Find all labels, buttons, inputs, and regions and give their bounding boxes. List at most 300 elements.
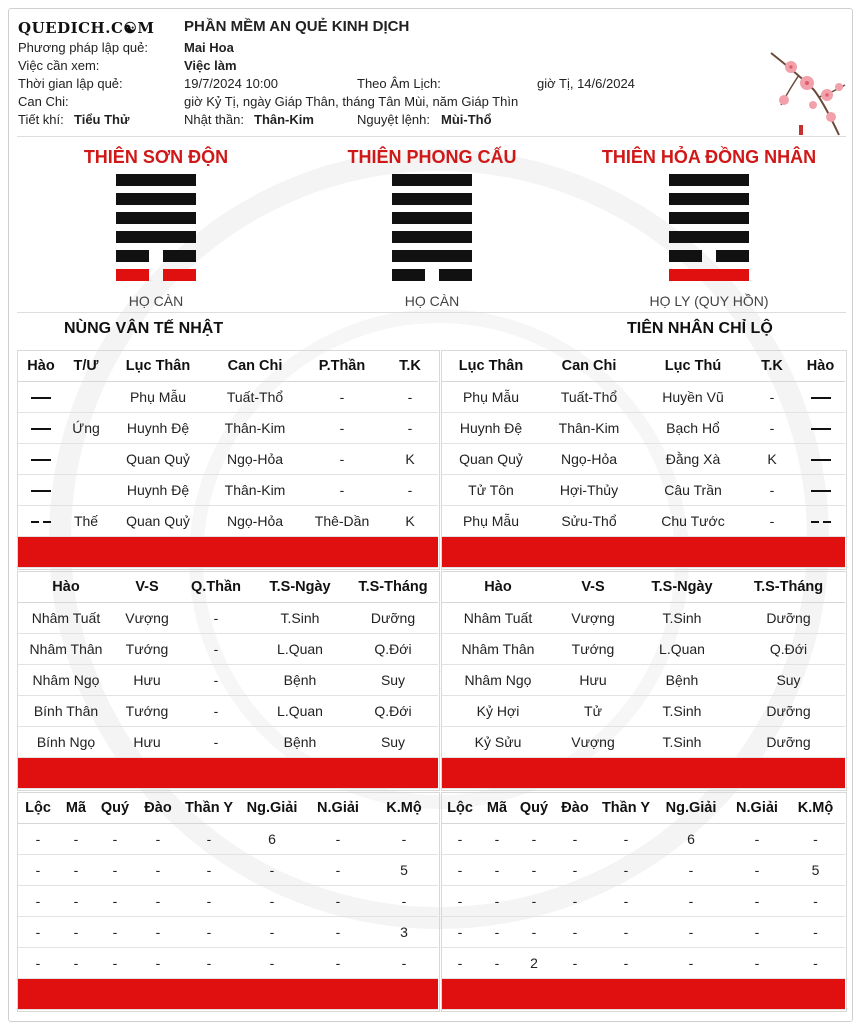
hao-cell <box>796 537 845 568</box>
nguyetlenh-value: Mùi-Thổ <box>441 112 492 127</box>
table-cell: Nhâm Ngọ <box>442 665 554 696</box>
table-cell: - <box>654 886 728 917</box>
column-header: Lục Thân <box>442 351 540 382</box>
table-cell: - <box>58 855 94 886</box>
table-row <box>18 979 438 1010</box>
vuongsuy-table-left <box>18 572 438 789</box>
column-header: K.Mộ <box>370 793 438 824</box>
left-subtitle: NÙNG VÂN TẾ NHẬT <box>64 320 224 337</box>
table-row <box>442 413 845 444</box>
table-cell: - <box>478 824 516 855</box>
table-cell: Suy <box>732 665 845 696</box>
table-cell: - <box>58 824 94 855</box>
yang-line <box>392 231 472 243</box>
yin-line-icon <box>811 521 831 523</box>
yin-line-segment <box>163 269 196 281</box>
vuongsuy-table-right <box>442 572 845 789</box>
tuankhong-cell: K <box>382 444 438 475</box>
matter-value: Việc làm <box>184 58 237 73</box>
lucthan-cell: Phụ Mẫu <box>108 537 208 568</box>
yang-line <box>116 174 196 186</box>
header-divider <box>17 136 846 137</box>
table-cell: Dưỡng <box>732 727 845 758</box>
table-cell: T.Sinh <box>252 758 348 789</box>
table-cell: - <box>18 824 58 855</box>
lucthan-cell: Huynh Đệ <box>108 413 208 444</box>
table-cell: - <box>442 948 478 979</box>
table-cell: - <box>58 917 94 948</box>
phucthan-cell: - <box>302 475 382 506</box>
yin-line-segment <box>439 269 472 281</box>
table-row <box>442 758 845 789</box>
table-cell: T.Sinh <box>252 603 348 634</box>
hao-cell <box>796 444 845 475</box>
yang-line <box>392 193 472 205</box>
table-cell: T.Sinh <box>632 727 732 758</box>
tuankhong-cell: K <box>748 444 796 475</box>
table-cell: 6 <box>238 824 306 855</box>
yang-line <box>669 193 749 205</box>
table-row <box>442 506 845 537</box>
tuankhong-cell: - <box>382 537 438 568</box>
table-cell: - <box>728 948 786 979</box>
method-label: Phương pháp lập quẻ: <box>18 40 148 55</box>
table-cell: - <box>58 948 94 979</box>
table-row <box>18 824 438 855</box>
column-header: V-S <box>114 572 180 603</box>
column-header: Lục Thân <box>108 351 208 382</box>
table-cell: L.Quan <box>632 634 732 665</box>
canchi-cell: Ngọ-Hỏa <box>540 444 638 475</box>
lunar-value: giờ Tị, 14/6/2024 <box>537 76 635 91</box>
main-panel <box>8 8 853 1022</box>
table-row <box>18 948 438 979</box>
lucthu-cell: Bạch Hổ <box>638 413 748 444</box>
table-cell: - <box>180 824 238 855</box>
table-cell: - <box>786 886 845 917</box>
table-cell: - <box>18 979 58 1010</box>
hexagram-changed-symbol <box>669 174 749 284</box>
table-cell: - <box>136 855 180 886</box>
table-cell: - <box>180 634 252 665</box>
table-cell: Q.Đới <box>348 634 438 665</box>
table-cell: - <box>728 979 786 1010</box>
column-header: Lộc <box>18 793 58 824</box>
phucthan-cell: - <box>302 413 382 444</box>
table-row <box>442 824 845 855</box>
column-header: Thần Y <box>180 793 238 824</box>
table-row <box>442 696 845 727</box>
table-cell: - <box>180 948 238 979</box>
nhatthan-value: Thân-Kim <box>254 112 314 127</box>
table-cell: - <box>18 886 58 917</box>
table-row <box>18 855 438 886</box>
canchi-cell: Thìn-Thổ <box>208 537 302 568</box>
yang-line <box>116 193 196 205</box>
hexagram-main-family: HỌ CÀN <box>128 293 184 309</box>
table-cell: Tử <box>554 696 632 727</box>
table-cell: Tuyệt <box>632 758 732 789</box>
app-title: PHẦN MỀM AN QUẺ KINH DỊCH <box>184 18 410 35</box>
lucthan-table-right <box>442 351 845 568</box>
table-cell: - <box>786 824 845 855</box>
table-cell: - <box>94 917 136 948</box>
table-cell: - <box>728 824 786 855</box>
yin-line-segment <box>392 269 425 281</box>
column-header: K.Mộ <box>786 793 845 824</box>
table-cell: Vượng <box>114 603 180 634</box>
canchi-cell: Sửu-Thổ <box>540 506 638 537</box>
table-cell: - <box>94 824 136 855</box>
table-row <box>18 603 438 634</box>
table-cell: 1 <box>598 979 654 1010</box>
table-row <box>442 475 845 506</box>
table-row <box>18 886 438 917</box>
column-header: T/Ư <box>64 351 108 382</box>
table-cell: - <box>516 824 552 855</box>
hao-cell <box>18 444 64 475</box>
yang-line-icon <box>31 490 51 492</box>
lucthu-cell: Đằng Xà <box>638 444 748 475</box>
tuankhong-cell: - <box>382 413 438 444</box>
yang-line <box>116 231 196 243</box>
lucthan-cell: Phụ Mẫu <box>442 382 540 413</box>
hao-cell <box>18 382 64 413</box>
table-cell: - <box>370 886 438 917</box>
table-cell: - <box>478 979 516 1010</box>
hao-cell <box>796 413 845 444</box>
lunar-label: Theo Âm Lịch: <box>357 76 441 91</box>
table-cell: Suy <box>348 727 438 758</box>
tuankhong-cell: - <box>382 382 438 413</box>
column-header: Ng.Giải <box>238 793 306 824</box>
yang-line <box>116 212 196 224</box>
table-cell: - <box>728 886 786 917</box>
table-cell: - <box>516 886 552 917</box>
table-cell: - <box>598 824 654 855</box>
phucthan-cell: - <box>302 382 382 413</box>
yin-line-segment <box>163 250 196 262</box>
the-ung-cell <box>64 475 108 506</box>
table-cell: - <box>478 855 516 886</box>
table-cell: Nhâm Thân <box>18 634 114 665</box>
table-cell: Nhâm Thân <box>442 634 554 665</box>
canchi-label: Can Chi: <box>18 94 69 109</box>
yin-line-segment <box>116 250 149 262</box>
column-header: T.S-Tháng <box>348 572 438 603</box>
table-cell: Bệnh <box>252 665 348 696</box>
lucthu-cell: Câu Trần <box>638 475 748 506</box>
table-cell: T.Sinh <box>632 696 732 727</box>
column-header: Hào <box>442 572 554 603</box>
table-cell: - <box>136 948 180 979</box>
column-header: Đào <box>552 793 598 824</box>
hao-cell <box>18 537 64 568</box>
table-cell: - <box>94 979 136 1010</box>
lucthan-cell: Quan Quỷ <box>442 444 540 475</box>
table-row <box>18 444 438 475</box>
table-cell: - <box>58 979 94 1010</box>
yang-line-icon <box>31 397 51 399</box>
table-cell: - <box>552 886 598 917</box>
plum-blossom-icon <box>769 45 849 140</box>
canchi-cell: Tuất-Thổ <box>208 382 302 413</box>
yang-line <box>669 231 749 243</box>
the-ung-cell <box>64 382 108 413</box>
yang-line-icon <box>31 428 51 430</box>
column-header: T.S-Ngày <box>632 572 732 603</box>
matter-label: Việc cần xem: <box>18 58 100 73</box>
yang-line-icon <box>811 490 831 492</box>
column-header: Mã <box>478 793 516 824</box>
table-cell: - <box>552 948 598 979</box>
hexagram-main-name: THIÊN SƠN ĐỘN <box>83 147 229 167</box>
hexagram-mutual-family: HỌ CÀN <box>404 293 460 309</box>
yang-line-icon <box>811 459 831 461</box>
yang-line <box>392 250 472 262</box>
table-cell: - <box>728 855 786 886</box>
table-header-row <box>442 572 845 603</box>
phucthan-cell: Thê-Dần <box>302 506 382 537</box>
hexagram-changed-name: THIÊN HỎA ĐỒNG NHÂN <box>601 147 817 167</box>
table-cell: - <box>786 979 845 1010</box>
table-cell: - <box>136 824 180 855</box>
table-header-row <box>442 793 845 824</box>
table-cell: Dưỡng <box>732 603 845 634</box>
right-subtitle: TIÊN NHÂN CHỈ LỘ <box>627 320 773 337</box>
table-cell: Bính Thìn <box>18 758 114 789</box>
tuankhong-cell: - <box>748 537 796 568</box>
table-cell: - <box>552 855 598 886</box>
table-cell: Bính Ngọ <box>18 727 114 758</box>
table-cell: - <box>58 886 94 917</box>
method-value: Mai Hoa <box>184 40 234 55</box>
tuankhong-cell: - <box>382 475 438 506</box>
table-cell: Kỷ Sửu <box>442 727 554 758</box>
table-cell: - <box>478 917 516 948</box>
phucthan-cell: - <box>302 444 382 475</box>
canchi-cell: Mão-Mộc <box>540 537 638 568</box>
table-row <box>442 537 845 568</box>
table-header-row <box>18 351 438 382</box>
table-cell: Mộ <box>732 758 845 789</box>
table-cell: Kỷ Hợi <box>442 696 554 727</box>
hexagram-mutual-symbol <box>392 174 472 284</box>
phucthan-cell: Tử-Tý <box>302 537 382 568</box>
table-cell: - <box>370 824 438 855</box>
table-cell: 5 <box>370 855 438 886</box>
hexagram-divider <box>17 312 846 313</box>
canchi-cell: Hợi-Thủy <box>540 475 638 506</box>
table-cell: Tướng <box>554 634 632 665</box>
table-cell: - <box>442 886 478 917</box>
table-row <box>442 917 845 948</box>
table-cell: - <box>786 917 845 948</box>
yin-line-icon <box>31 552 51 554</box>
yin-line-segment <box>716 250 749 262</box>
table-cell: Nhâm Ngọ <box>18 665 114 696</box>
yang-line <box>669 174 749 186</box>
table-cell: - <box>238 979 306 1010</box>
table-cell: - <box>370 948 438 979</box>
table-cell: Nhâm Tuất <box>442 603 554 634</box>
hao-cell <box>796 475 845 506</box>
hexagram-mutual-name: THIÊN PHONG CẤU <box>347 147 517 167</box>
table-cell: - <box>180 603 252 634</box>
lucthan-cell: Quan Quỷ <box>108 506 208 537</box>
the-ung-cell: Thế <box>64 506 108 537</box>
table-cell: - <box>18 948 58 979</box>
table-cell: - <box>136 917 180 948</box>
table-cell: - <box>238 917 306 948</box>
column-header: T.S-Ngày <box>252 572 348 603</box>
hao-cell <box>18 506 64 537</box>
lucthan-cell: Tử Tôn <box>442 475 540 506</box>
table-cell: - <box>654 979 728 1010</box>
table-cell: - <box>306 886 370 917</box>
hao-cell <box>18 413 64 444</box>
table-cell: - <box>306 855 370 886</box>
yang-line <box>392 174 472 186</box>
table-row <box>442 603 845 634</box>
table-cell: - <box>180 979 238 1010</box>
table-cell: Vượng <box>554 727 632 758</box>
table-cell: Tướng <box>114 696 180 727</box>
table-cell: - <box>552 979 598 1010</box>
yang-line-icon <box>811 552 831 554</box>
table-cell: - <box>94 948 136 979</box>
table-cell: - <box>136 886 180 917</box>
time-value: 19/7/2024 10:00 <box>184 76 278 91</box>
table-cell: - <box>306 824 370 855</box>
the-ung-cell <box>64 444 108 475</box>
table-cell: - <box>516 917 552 948</box>
table-cell: - <box>180 758 252 789</box>
canchi-cell: Thân-Kim <box>540 413 638 444</box>
table-cell: - <box>180 886 238 917</box>
column-header: Quý <box>516 793 552 824</box>
table-cell: Nhâm Tuất <box>18 603 114 634</box>
table-cell: Bính Thân <box>18 696 114 727</box>
table-row <box>18 537 438 568</box>
column-header: Can Chi <box>540 351 638 382</box>
tuankhong-cell: K <box>382 506 438 537</box>
table-cell: Hưu <box>114 727 180 758</box>
canchi-cell: Thân-Kim <box>208 475 302 506</box>
column-header: Quý <box>94 793 136 824</box>
table-cell: - <box>238 886 306 917</box>
table-row <box>442 979 845 1010</box>
table-cell: Hưu <box>114 665 180 696</box>
table-row <box>442 444 845 475</box>
site-logo[interactable]: QUEDICH.C☯M <box>18 19 155 37</box>
table-cell: - <box>552 824 598 855</box>
table-cell: Q.Đới <box>732 634 845 665</box>
table-cell: - <box>654 917 728 948</box>
table-cell: Vượng <box>554 603 632 634</box>
lucthu-cell: Chu Tước <box>638 506 748 537</box>
column-header: Hào <box>18 572 114 603</box>
yin-line-icon <box>31 521 51 523</box>
table-cell: Bệnh <box>632 665 732 696</box>
yin-line-segment <box>669 250 702 262</box>
table-cell: - <box>306 917 370 948</box>
table-cell: - <box>598 948 654 979</box>
hao-cell <box>796 506 845 537</box>
table-row <box>442 382 845 413</box>
table-cell: - <box>306 948 370 979</box>
table-header-row <box>442 351 845 382</box>
table-row <box>18 475 438 506</box>
yang-line <box>392 212 472 224</box>
yang-line <box>669 212 749 224</box>
thansat-table-left <box>18 793 438 1010</box>
table-cell: Dưỡng <box>732 696 845 727</box>
column-header: V-S <box>554 572 632 603</box>
table-cell: Hưu <box>554 665 632 696</box>
table-cell: Tù <box>554 758 632 789</box>
time-label: Thời gian lập quẻ: <box>18 76 123 91</box>
lucthu-cell: Huyền Vũ <box>638 382 748 413</box>
table-cell: - <box>786 948 845 979</box>
table-row <box>442 665 845 696</box>
table-cell: - <box>516 979 552 1010</box>
table-cell: - <box>18 917 58 948</box>
table-row <box>442 634 845 665</box>
table-row <box>18 665 438 696</box>
table-cell: - <box>180 855 238 886</box>
table-cell: L.Quan <box>252 634 348 665</box>
column-header: T.K <box>382 351 438 382</box>
table-cell: - <box>370 979 438 1010</box>
table-cell: Vượng <box>114 758 180 789</box>
column-header: T.K <box>748 351 796 382</box>
table-cell: 5 <box>786 855 845 886</box>
hao-cell <box>796 382 845 413</box>
canchi-cell: Ngọ-Hỏa <box>208 506 302 537</box>
hexagram-changed-family: HỌ LY (QUY HỒN) <box>649 293 769 309</box>
canchi-cell: Thân-Kim <box>208 413 302 444</box>
table-header-row <box>18 793 438 824</box>
table-cell: - <box>552 917 598 948</box>
table-cell: Tướng <box>114 634 180 665</box>
table-cell: 3 <box>370 917 438 948</box>
table-header-row <box>18 572 438 603</box>
table-cell: - <box>18 855 58 886</box>
table-cell: - <box>442 979 478 1010</box>
table-cell: - <box>728 917 786 948</box>
yang-line <box>669 269 749 281</box>
column-header: Q.Thần <box>180 572 252 603</box>
column-header: N.Giải <box>306 793 370 824</box>
nguyetlenh-label: Nguyệt lệnh: <box>357 112 430 127</box>
lucthan-cell: Phụ Mẫu <box>108 382 208 413</box>
table-cell: 6 <box>654 824 728 855</box>
table-cell: - <box>442 917 478 948</box>
hexagram-main-symbol <box>116 174 196 284</box>
lucthan-table-left <box>18 351 438 568</box>
canchi-cell: Tuất-Thổ <box>540 382 638 413</box>
table-cell: - <box>654 948 728 979</box>
table-row <box>18 413 438 444</box>
yang-line-icon <box>811 397 831 399</box>
lucthan-cell: Quan Quỷ <box>108 444 208 475</box>
lucthan-cell: Huynh Đệ <box>108 475 208 506</box>
table-row <box>442 886 845 917</box>
yin-line-segment <box>116 269 149 281</box>
tuankhong-cell: - <box>748 475 796 506</box>
table-cell: T.Sinh <box>632 603 732 634</box>
